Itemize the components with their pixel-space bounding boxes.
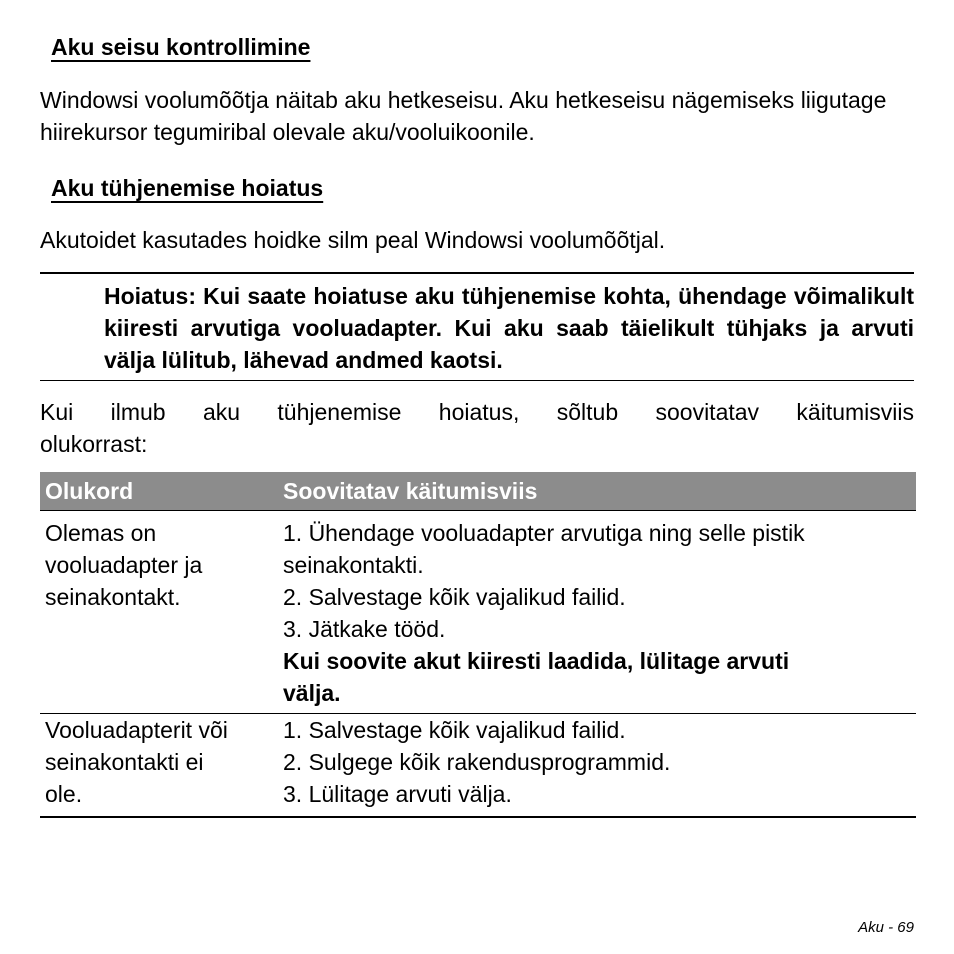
warning-bottom-rule	[40, 380, 914, 381]
situation-line: vooluadapter ja	[45, 552, 203, 578]
action-line: 2. Sulgege kõik rakendusprogrammid.	[283, 749, 671, 775]
action-line-bold: Kui soovite akut kiiresti laadida, lülitage arvuti	[283, 648, 790, 674]
action-line-bold: välja.	[283, 680, 341, 706]
situation-cell	[40, 517, 283, 709]
situation-line: seinakontakt.	[45, 584, 181, 610]
situation-line: ole.	[45, 781, 83, 807]
intro-line-2: olukorrast:	[40, 431, 148, 457]
battery-status-paragraph: Windowsi voolumõõtja näitab aku hetkeseisu. Aku hetkeseisu nägemiseks liigutage hiirekursor tegumiribal olevale aku/vooluikoonile.	[40, 87, 887, 145]
action-cell	[283, 517, 916, 709]
situation-line: seinakontakti ei	[45, 749, 204, 775]
section-heading-battery-status: Aku seisu kontrollimine	[51, 34, 311, 60]
recommendation-table	[40, 472, 916, 818]
page-footer: Aku - 69	[858, 919, 914, 936]
action-line: 3. Jätkake tööd.	[283, 616, 446, 642]
action-line: 1. Ühendage vooluadapter arvutiga ning selle pistik	[283, 520, 805, 546]
header-situation: Olukord	[45, 477, 134, 504]
warning-top-rule	[40, 272, 914, 274]
action-line: 1. Salvestage kõik vajalikud failid.	[283, 717, 626, 743]
action-line: 2. Salvestage kõik vajalikud failid.	[283, 584, 626, 610]
action-cell	[283, 714, 916, 810]
intro-line-1: Kui ilmub aku tühjenemise hoiatus, sõltub soovitatav käitumisviis	[40, 399, 914, 425]
low-battery-paragraph: Akutoidet kasutades hoidke silm peal Windowsi voolumõõtjal.	[40, 227, 666, 253]
action-line: 3. Lülitage arvuti välja.	[283, 781, 512, 807]
table-row	[40, 713, 916, 818]
situation-line: Olemas on	[45, 520, 157, 546]
header-action: Soovitatav käitumisviis	[283, 477, 538, 504]
table-row	[40, 510, 916, 713]
section-heading-low-battery-warning: Aku tühjenemise hoiatus	[51, 175, 324, 201]
table-header	[40, 472, 916, 510]
situation-cell	[40, 714, 283, 810]
action-line: seinakontakti.	[283, 552, 424, 578]
situation-line: Vooluadapterit või	[45, 717, 228, 743]
warning-text: Hoiatus: Kui saate hoiatuse aku tühjenemise kohta, ühendage võimalikult kiiresti arvutiga vooluadapter. Kui aku saab täielikult tühjaks ja arvuti välja lülitub, lähevad andmed kaotsi.	[104, 283, 914, 373]
